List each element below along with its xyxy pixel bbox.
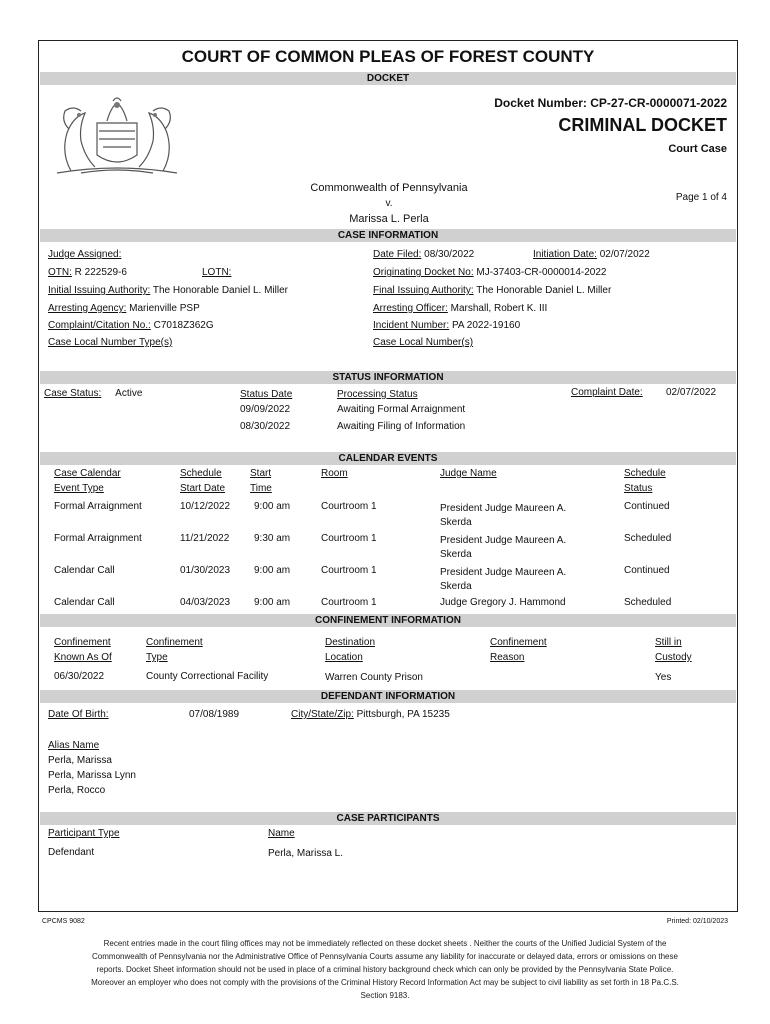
final-issuing-authority: Final Issuing Authority: The Honorable Daniel L. Miller bbox=[373, 285, 612, 296]
event-status: Continued bbox=[624, 501, 670, 512]
alias-name: Perla, Rocco bbox=[48, 785, 106, 796]
initiation-date: Initiation Date: 02/07/2022 bbox=[533, 249, 650, 260]
complaint-date-label: Complaint Date: bbox=[571, 387, 643, 398]
event-judge: Skerda bbox=[440, 581, 472, 592]
caption-versus: v. bbox=[385, 198, 393, 209]
participant-name-label: Name bbox=[268, 828, 295, 839]
event-type: Calendar Call bbox=[54, 597, 115, 608]
pennsylvania-coat-of-arms-icon bbox=[51, 93, 183, 175]
court-title: COURT OF COMMON PLEAS OF FOREST COUNTY bbox=[181, 47, 595, 66]
participant-type: Defendant bbox=[48, 847, 95, 858]
event-status: Scheduled bbox=[624, 533, 672, 544]
col-header-destination: Destination bbox=[325, 637, 376, 648]
col-header-confinement-type: Confinement bbox=[146, 637, 203, 648]
col-header-start-date: Start Date bbox=[180, 483, 226, 494]
caption-defendant: Marissa L. Perla bbox=[349, 213, 429, 225]
confinement-known-as-of: 06/30/2022 bbox=[54, 671, 105, 682]
col-header-event-type: Case Calendar bbox=[54, 468, 121, 479]
col-header-start-time: Start bbox=[250, 468, 272, 479]
event-time: 9:00 am bbox=[254, 501, 291, 512]
col-header-still-in-custody: Custody bbox=[655, 652, 692, 663]
event-judge: President Judge Maureen A. bbox=[440, 503, 567, 514]
event-room: Courtroom 1 bbox=[321, 533, 377, 544]
dob: 07/08/1989 bbox=[189, 709, 240, 720]
docket-band: DOCKET bbox=[40, 72, 736, 85]
docket-number: Docket Number: CP-27-CR-0000071-2022 bbox=[494, 96, 727, 110]
participant-name: Perla, Marissa L. bbox=[268, 848, 344, 859]
col-header-reason: Confinement bbox=[490, 637, 547, 648]
printed-date: Printed: 02/10/2023 bbox=[666, 918, 728, 925]
event-room: Courtroom 1 bbox=[321, 565, 377, 576]
still-in-custody: Yes bbox=[655, 672, 672, 683]
confinement-information-band: CONFINEMENT INFORMATION bbox=[40, 614, 736, 627]
case-participants-band: CASE PARTICIPANTS bbox=[40, 812, 736, 825]
col-header-start-date: Schedule bbox=[180, 468, 222, 479]
disclaimer: Recent entries made in the court filing offices may not be immediately reflected on these docket sheets . Neither the courts of the Unified Judicial System of the Commonwealth of Pennsylvania nor the Administrative Office of Pennsylvania Courts assume any liability for inaccurate or delayed data, errors or omissions on these reports. Docket Sheet information should not be used in place of a criminal history background check which can only be provided by the Pennsylvania State Police. Moreover an employer who does not comply with the provisions of the Criminal History Record Information Act may be subject to civil liability as set forth in 18 Pa.C.S. Section 9183. bbox=[91, 939, 679, 1000]
arresting-officer: Arresting Officer: Marshall, Robert K. III bbox=[373, 303, 548, 314]
arresting-agency: Arresting Agency: Marienville PSP bbox=[48, 303, 200, 314]
incident-number: Incident Number: PA 2022-19160 bbox=[373, 320, 521, 331]
dob-label: Date Of Birth: bbox=[48, 709, 109, 720]
docket-type: CRIMINAL DOCKET bbox=[558, 115, 727, 135]
event-type: Formal Arraignment bbox=[54, 501, 142, 512]
lotn-label: LOTN: bbox=[202, 267, 232, 278]
event-judge: President Judge Maureen A. bbox=[440, 535, 567, 546]
case-information-band: CASE INFORMATION bbox=[40, 229, 736, 242]
date-filed: Date Filed: 08/30/2022 bbox=[373, 249, 475, 260]
event-judge: Skerda bbox=[440, 517, 472, 528]
alias-name: Perla, Marissa Lynn bbox=[48, 770, 136, 781]
docket-page bbox=[38, 40, 738, 912]
processing-status-label: Processing Status bbox=[337, 389, 418, 400]
col-header-destination: Location bbox=[325, 652, 363, 663]
complaint-citation: Complaint/Citation No.: C7018Z362G bbox=[48, 320, 214, 331]
otn: OTN: R 222529-6 bbox=[48, 267, 127, 278]
processing-status: Awaiting Filing of Information bbox=[337, 421, 466, 432]
case-local-number-label: Case Local Number(s) bbox=[373, 337, 474, 348]
col-header-schedule-status: Schedule bbox=[624, 468, 666, 479]
event-status: Scheduled bbox=[624, 597, 672, 608]
originating-docket: Originating Docket No: MJ-37403-CR-0000014-2022 bbox=[373, 267, 607, 278]
col-header-judge-name: Judge Name bbox=[440, 468, 497, 479]
alias-name: Perla, Marissa bbox=[48, 755, 112, 766]
event-status: Continued bbox=[624, 565, 670, 576]
status-information-band: STATUS INFORMATION bbox=[40, 371, 736, 384]
event-judge: Skerda bbox=[440, 549, 472, 560]
status-date: 09/09/2022 bbox=[240, 404, 291, 415]
event-type: Formal Arraignment bbox=[54, 533, 142, 544]
col-header-known-as-of: Known As Of bbox=[54, 652, 112, 663]
processing-status: Awaiting Formal Arraignment bbox=[337, 404, 466, 415]
event-time: 9:30 am bbox=[254, 533, 291, 544]
complaint-date: 02/07/2022 bbox=[666, 387, 717, 398]
event-judge: Judge Gregory J. Hammond bbox=[440, 597, 566, 608]
event-time: 9:00 am bbox=[254, 597, 291, 608]
col-header-still-in-custody: Still in bbox=[655, 637, 682, 648]
col-header-room: Room bbox=[321, 468, 348, 479]
event-date: 11/21/2022 bbox=[180, 533, 230, 544]
event-date: 10/12/2022 bbox=[180, 501, 231, 512]
caption-plaintiff: Commonwealth of Pennsylvania bbox=[310, 182, 468, 194]
event-date: 01/30/2023 bbox=[180, 565, 231, 576]
col-header-known-as-of: Confinement bbox=[54, 637, 111, 648]
event-date: 04/03/2023 bbox=[180, 597, 231, 608]
col-header-schedule-status: Status bbox=[624, 483, 653, 494]
event-judge: President Judge Maureen A. bbox=[440, 567, 567, 578]
form-id: CPCMS 9082 bbox=[42, 918, 85, 925]
alias-label: Alias Name bbox=[48, 740, 100, 751]
status-date-label: Status Date bbox=[240, 389, 293, 400]
confinement-type: County Correctional Facility bbox=[146, 671, 269, 682]
event-room: Courtroom 1 bbox=[321, 501, 377, 512]
participant-type-label: Participant Type bbox=[48, 828, 120, 839]
col-header-reason: Reason bbox=[490, 652, 525, 663]
event-type: Calendar Call bbox=[54, 565, 115, 576]
event-room: Courtroom 1 bbox=[321, 597, 377, 608]
event-time: 9:00 am bbox=[254, 565, 291, 576]
status-date: 08/30/2022 bbox=[240, 421, 291, 432]
case-status: Case Status: Active bbox=[44, 388, 143, 399]
judge-assigned-label: Judge Assigned: bbox=[48, 249, 122, 260]
page-number: Page 1 of 4 bbox=[675, 192, 727, 203]
case-kind: Court Case bbox=[668, 143, 727, 155]
initial-issuing-authority: Initial Issuing Authority: The Honorable Daniel L. Miller bbox=[48, 285, 288, 296]
defendant-information-band: DEFENDANT INFORMATION bbox=[40, 690, 736, 703]
col-header-start-time: Time bbox=[250, 483, 272, 494]
case-local-number-type-label: Case Local Number Type(s) bbox=[48, 337, 173, 348]
col-header-confinement-type: Type bbox=[146, 652, 168, 663]
calendar-events-band: CALENDAR EVENTS bbox=[40, 452, 736, 465]
city-state-zip: City/State/Zip: Pittsburgh, PA 15235 bbox=[291, 709, 450, 720]
confinement-destination: Warren County Prison bbox=[325, 672, 423, 683]
col-header-event-type: Event Type bbox=[54, 483, 104, 494]
